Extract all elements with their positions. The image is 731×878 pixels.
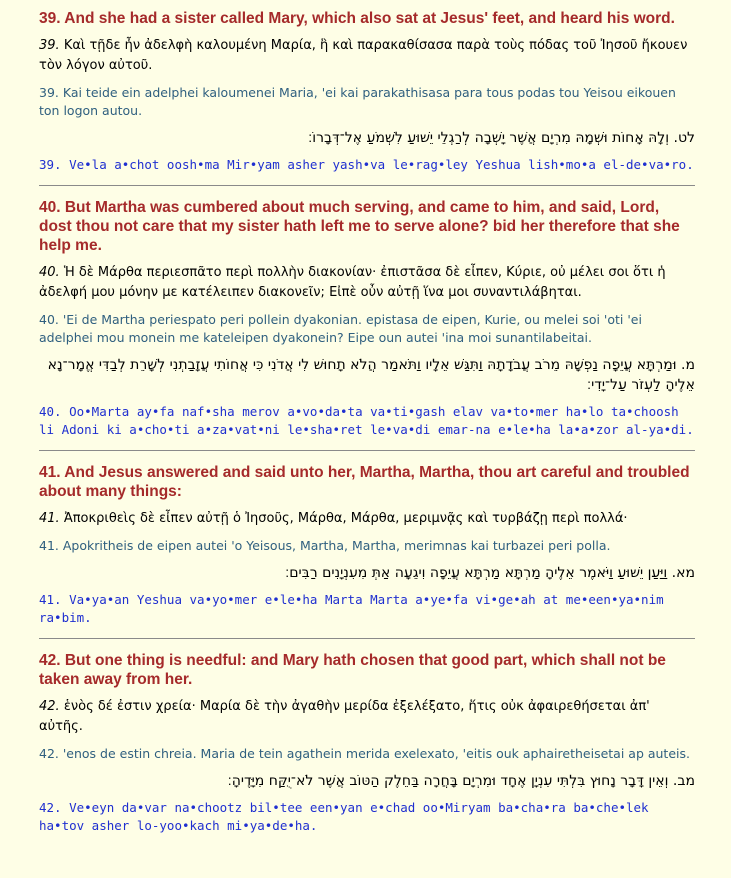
hebrew-transliteration: 41. Va•ya•an Yeshua va•yo•mer e•le•ha Marta Marta a•ye•fa vi•ge•ah at me•een•ya•nim ra•bim. — [39, 592, 664, 625]
verse-41 — [39, 463, 695, 639]
verse-42 — [39, 651, 695, 846]
greek-verse-text — [39, 697, 695, 737]
greek-verse-number: 41. — [39, 511, 60, 526]
verse-40 — [39, 198, 695, 451]
hebrew-verse-text: מא. וַיַּעַן יֵשׁוּעַ וַיֹּאמֶר אֵלֶיהָ מַרְתָּא מַרְתָּא עֲיֵפָה וִיגֵעָה אַתְּ מִעִנְיָנִים רַבִּים׃ — [285, 565, 695, 581]
greek-verse-text — [39, 263, 695, 303]
hebrew-verse-text: מב. וְאֵין דָּבָר נָחוּץ בִּלְתִּי עִנְיָן אֶחָד וּמִרְיָם בָּחֲרָה בַּחֵלֶק הַטּוֹב אֲשֶׁר לֹא־יֻקַּח מִיָּדֶיהָ׃ — [227, 773, 695, 789]
greek-transliteration: 41. Apokritheis de eipen autei 'o Yeisous, Martha, Martha, merimnas kai turbazei peri polla. — [39, 538, 611, 553]
greek-verse-text — [39, 509, 695, 529]
greek-verse-number: 42. — [39, 699, 60, 714]
greek-transliteration: 39. Kai teide ein adelphei kaloumenei Maria, 'ei kai parakathisasa para tous podas tou Yeisou eikouen ton logon autou. — [39, 85, 676, 118]
kjv-verse-text: 39. And she had a sister called Mary, which also sat at Jesus' feet, and heard his word. — [39, 10, 675, 27]
hebrew-verse-text: מ. וּמַרְתָּא עֲיֵפָה נַפְשָׁהּ מֵרֹב עֲבֹדָתָהּ וַתִּגַּשׁ אֵלָיו וַתֹּאמַר הֲלֹא תָחוּשׁ לִי אֲדֹנִי כִּי אֲחוֹתִי עֲזָבַתְנִי לְשָׁרֵת לְבַדִּי אֱמָר־נָא אֵלֶיהָ לַעְזֹר עַל־יָדִי׃ — [47, 357, 695, 393]
greek-text: Ἡ δὲ Μάρθα περιεσπᾶτο περὶ πολλὴν διακονίαν· ἐπιστᾶσα δὲ εἶπεν, Κύριε, οὐ μέλει σοι ὅτι ἡ ἀδελφή μου μόνην με κατέλειπεν διακονεῖν; Εἰπὲ οὖν αὐτῇ ἵνα μοι συναντιλάβηται. — [39, 265, 666, 300]
greek-verse-number: 39. — [39, 38, 60, 53]
greek-transliteration: 40. 'Ei de Martha periespato peri pollein dyakonian. epistasa de eipen, Kurie, ou melei soi 'oti 'ei adelphei mou monein me kateleipen dyakonein? Eipe oun autei 'ina moi sunantilabeitai. — [39, 312, 642, 345]
hebrew-verse-text: לט. וְלָהּ אָחוֹת וּשְׁמָהּ מִרְיָם אֲשֶׁר יָשְׁבָה לְרַגְלֵי יֵשׁוּעַ לִשְׁמֹעַ אֶל־דְּבָרוֹ׃ — [308, 130, 695, 146]
kjv-verse-text: 41. And Jesus answered and said unto her, Martha, Martha, thou art careful and troubled about many things: — [39, 464, 690, 500]
hebrew-transliteration: 42. Ve•eyn da•var na•chootz bil•tee een•yan e•chad oo•Miryam ba•cha•ra ba•che•lek ha•tov asher lo-yoo•kach mi•ya•de•ha. — [39, 800, 649, 833]
greek-text: ἑνὸς δέ ἐστιν χρεία· Μαρία δὲ τὴν ἀγαθὴν μερίδα ἐξελέξατο, ἥτις οὐκ ἀφαιρεθήσεται ἀπ' αὐτῆς. — [39, 699, 650, 734]
kjv-verse-text: 40. But Martha was cumbered about much serving, and came to him, and said, Lord, dost thou not care that my sister hath left me to serve alone? bid her therefore that she help me. — [39, 199, 680, 254]
greek-verse-number: 40. — [39, 265, 60, 280]
verse-39 — [39, 9, 695, 186]
greek-text: Ἀποκριθεὶς δὲ εἶπεν αὐτῇ ὁ Ἰησοῦς, Μάρθα, Μάρθα, μεριμνᾷς καὶ τυρβάζῃ περὶ πολλά· — [63, 511, 628, 526]
kjv-verse-text: 42. But one thing is needful: and Mary hath chosen that good part, which shall not be taken away from her. — [39, 652, 666, 688]
hebrew-transliteration: 39. Ve•la a•chot oosh•ma Mir•yam asher yash•va le•rag•ley Yeshua lish•mo•a el-de•va•ro. — [39, 157, 694, 172]
hebrew-transliteration: 40. Oo•Marta ay•fa naf•sha merov a•vo•da•ta va•ti•gash elav va•to•mer ha•lo ta•choosh li Adoni ki a•cho•ti a•za•vat•ni le•sha•ret le•va•di emar-na e•le•ha la•a•zor al-ya•di. — [39, 404, 694, 437]
greek-verse-text — [39, 36, 695, 76]
greek-transliteration: 42. 'enos de estin chreia. Maria de tein agathein merida exelexato, 'eitis ouk aphairetheisetai ap auteis. — [39, 746, 690, 761]
greek-text: Καὶ τῇδε ἦν ἀδελφὴ καλουμένη Μαρία, ἣ καὶ παρακαθίσασα παρὰ τοὺς πόδας τοῦ Ἰησοῦ ἤκουεν τὸν λόγον αὐτοῦ. — [39, 38, 688, 73]
